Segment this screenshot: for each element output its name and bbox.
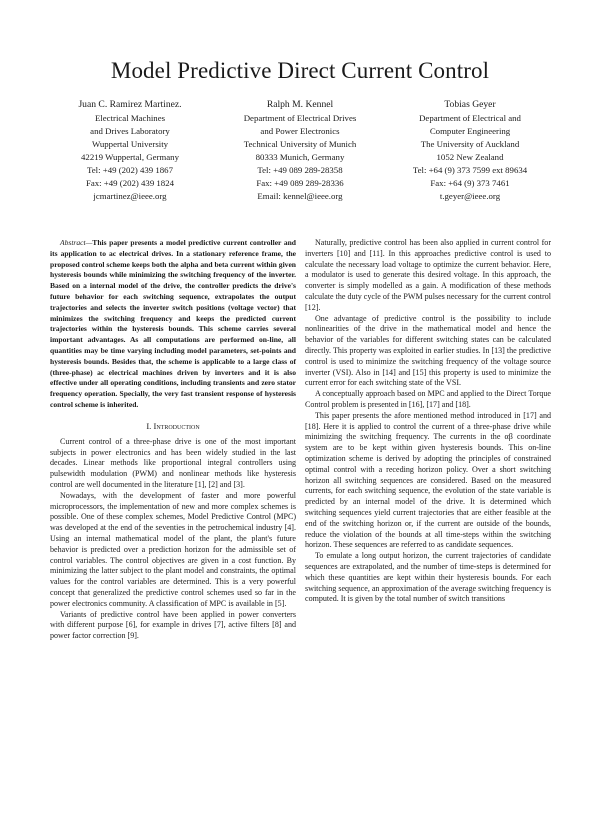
author-1-name: Juan C. Ramirez Martinez. <box>78 99 182 110</box>
author-3-tel: Tel: +64 (9) 373 7599 ext 89634 <box>412 165 528 175</box>
author-3-address-line: 1052 New Zealand <box>436 152 504 162</box>
author-3-fax: Fax: +64 (9) 373 7461 <box>430 178 510 188</box>
body-paragraph: Current control of a three-phase drive is one of the most important subjects in power electronics and has been widely studied in the last decades. Linear methods like proportional integral controllers using pulsewidth modulation (PWM) and nonlinear methods like hysteresis control are well documented in the literature [1], [2] and [3]. <box>50 436 296 489</box>
author-2-email: Email: kennel@ieee.org <box>257 191 343 201</box>
author-3-email: t.geyer@ieee.org <box>439 191 501 201</box>
abstract-text: This paper presents a model predictive current controller and its application to ac electrical drives. In a stationary reference frame, the proposed control scheme keeps both the alpha and beta current within given hysteresis bounds while minimizing the switching frequency of the inverter. Based on a internal model of the drive, the controller predicts the drive's future behavior for each switching sequence, extrapolates the output trajectories and selects the inverter switch positions (voltage vector) that minimizes the switching frequency and keeps the predicted current trajectories within the hysteresis bounds. This scheme carries several important advantages. As all computations are performed on-line, all quantities may be time varying including model parameters, set-points and hysteresis bounds. Besides that, the scheme is applicable to a large class of (three-phase) ac electrical machines driven by inverters and it is also effective under all operating conditions, including transients and zero stator frequency operation. Specially, the very fast transient response of hysteresis control scheme is inherited. <box>50 238 296 409</box>
author-3-affiliation-line: Computer Engineering <box>429 126 511 136</box>
author-2-affiliation-line: Technical University of Munich <box>243 139 357 149</box>
body-paragraph: A conceptually approach based on MPC and applied to the Direct Torque Control problem is presented in [16], [17] and [18]. <box>305 389 551 409</box>
author-1-fax: Fax: +49 (202) 439 1824 <box>85 178 175 188</box>
author-3-affiliation-line: Department of Electrical and <box>419 113 521 123</box>
abstract-dash: — <box>85 238 93 247</box>
body-paragraph: This paper presents the afore mentioned method introduced in [17] and [18]. Here it is applied to control the current of a three-phase drive while minimizing the switching frequency. The currents in the αβ coordinate system are to be kept within given hysteresis bounds. This on-line optimization scheme is derived by adopting the principles of constrained optimal control with a receding horizon policy. Over a short switching horizon all switching sequences are considered. Based on the measured currents, for each switching sequence, the evolution of the state variable is predicted by an internal model of the drive. It is determined which switching sequences yield current trajectories that are either feasible at the end of the switching horizon or, if the current are outside of the bounds, reduce the violation of the bounds at all time-steps within the switching horizon. These sequences are referred to as candidate sequences. <box>305 410 551 550</box>
author-1-email: jcmartinez@ieee.org <box>93 191 167 201</box>
author-3-affiliation-line: The University of Auckland <box>420 139 520 149</box>
author-2-address-line: 80333 Munich, Germany <box>255 152 345 162</box>
author-2-affiliation-line: Department of Electrical Drives <box>243 113 357 123</box>
author-3-name: Tobias Geyer <box>444 99 496 110</box>
author-2-name: Ralph M. Kennel <box>266 99 334 110</box>
left-column <box>50 238 296 642</box>
author-1-affiliation-line: Electrical Machines <box>94 113 166 123</box>
abstract <box>50 238 296 411</box>
author-2-tel: Tel: +49 089 289-28358 <box>257 165 343 175</box>
author-2-affiliation-line: and Power Electronics <box>260 126 340 136</box>
author-2-fax: Fax: +49 089 289-28336 <box>256 178 344 188</box>
body-paragraph: Naturally, predictive control has been also applied in current control for inverters [10] and [11]. In this approaches predictive control is used to calculate the necessary load voltage to optimize the current behavior. Here, a modulator is used to generate this desired voltage. In this approach, the converter is simply modelled as a gain. A modification of these methods calculate the duty cycle of the PWM pulses necessary for the current control [12]. <box>305 238 551 312</box>
section-heading: I. Introduction <box>146 420 200 431</box>
author-1-affiliation-line: and Drives Laboratory <box>90 126 170 136</box>
author-3 <box>385 97 555 203</box>
author-1-address-line: 42219 Wuppertal, Germany <box>81 152 179 162</box>
body-paragraph: To emulate a long output horizon, the current trajectories of candidate sequences are extrapolated, and the number of time-steps is determined for which these quantities are kept within their hysteresis bounds. For each switching sequence, an approximation of the average switching frequency is computed. It is given by the total number of switch transitions <box>305 551 551 604</box>
author-1 <box>45 97 215 203</box>
author-1-affiliation-line: Wuppertal University <box>91 139 169 149</box>
abstract-lead: Abstract <box>60 238 86 247</box>
author-2 <box>215 97 385 203</box>
author-1-tel: Tel: +49 (202) 439 1867 <box>87 165 173 175</box>
author-block <box>45 97 555 201</box>
body-paragraph: Nowadays, with the development of faster and more powerful microprocessors, the implementation of new and more complex schemes is possible. One of these complex schemes, Model Predictive Control (MPC) was developed at the end of the seventies in the petrochemical industry [4]. Using an internal mathematical model of the plant, the plant's future behavior is predicted over a prediction horizon for the admissible set of control variables. The control objectives are given in a cost function. By minimizing the latter subject to the plant model and constraints, the optimal values for the control variables are determined. This is a very powerful concept that generalized the predictive control schemes used so far in the power electronics community. A classification of MPC is available in [5]. <box>50 490 296 608</box>
right-column <box>305 238 551 605</box>
paper-title: Model Predictive Direct Current Control <box>110 58 490 83</box>
body-paragraph: One advantage of predictive control is the possibility to include nonlinearities of the drive in the mathematical model and hence the behavior of the variables for different switching states can be calculated directly. This property was exploited in earlier studies. In [13] the predictive control is used to minimize the switching frequency of the voltage source inverter (VSI). Also in [14] and [15] this property is used to minimize the current error for each switching state of the VSI. <box>305 313 551 388</box>
body-paragraph: Variants of predictive control have been applied in power converters with different purpose [6], for example in drives [7], active filters [8] and power factor correction [9]. <box>50 609 296 641</box>
